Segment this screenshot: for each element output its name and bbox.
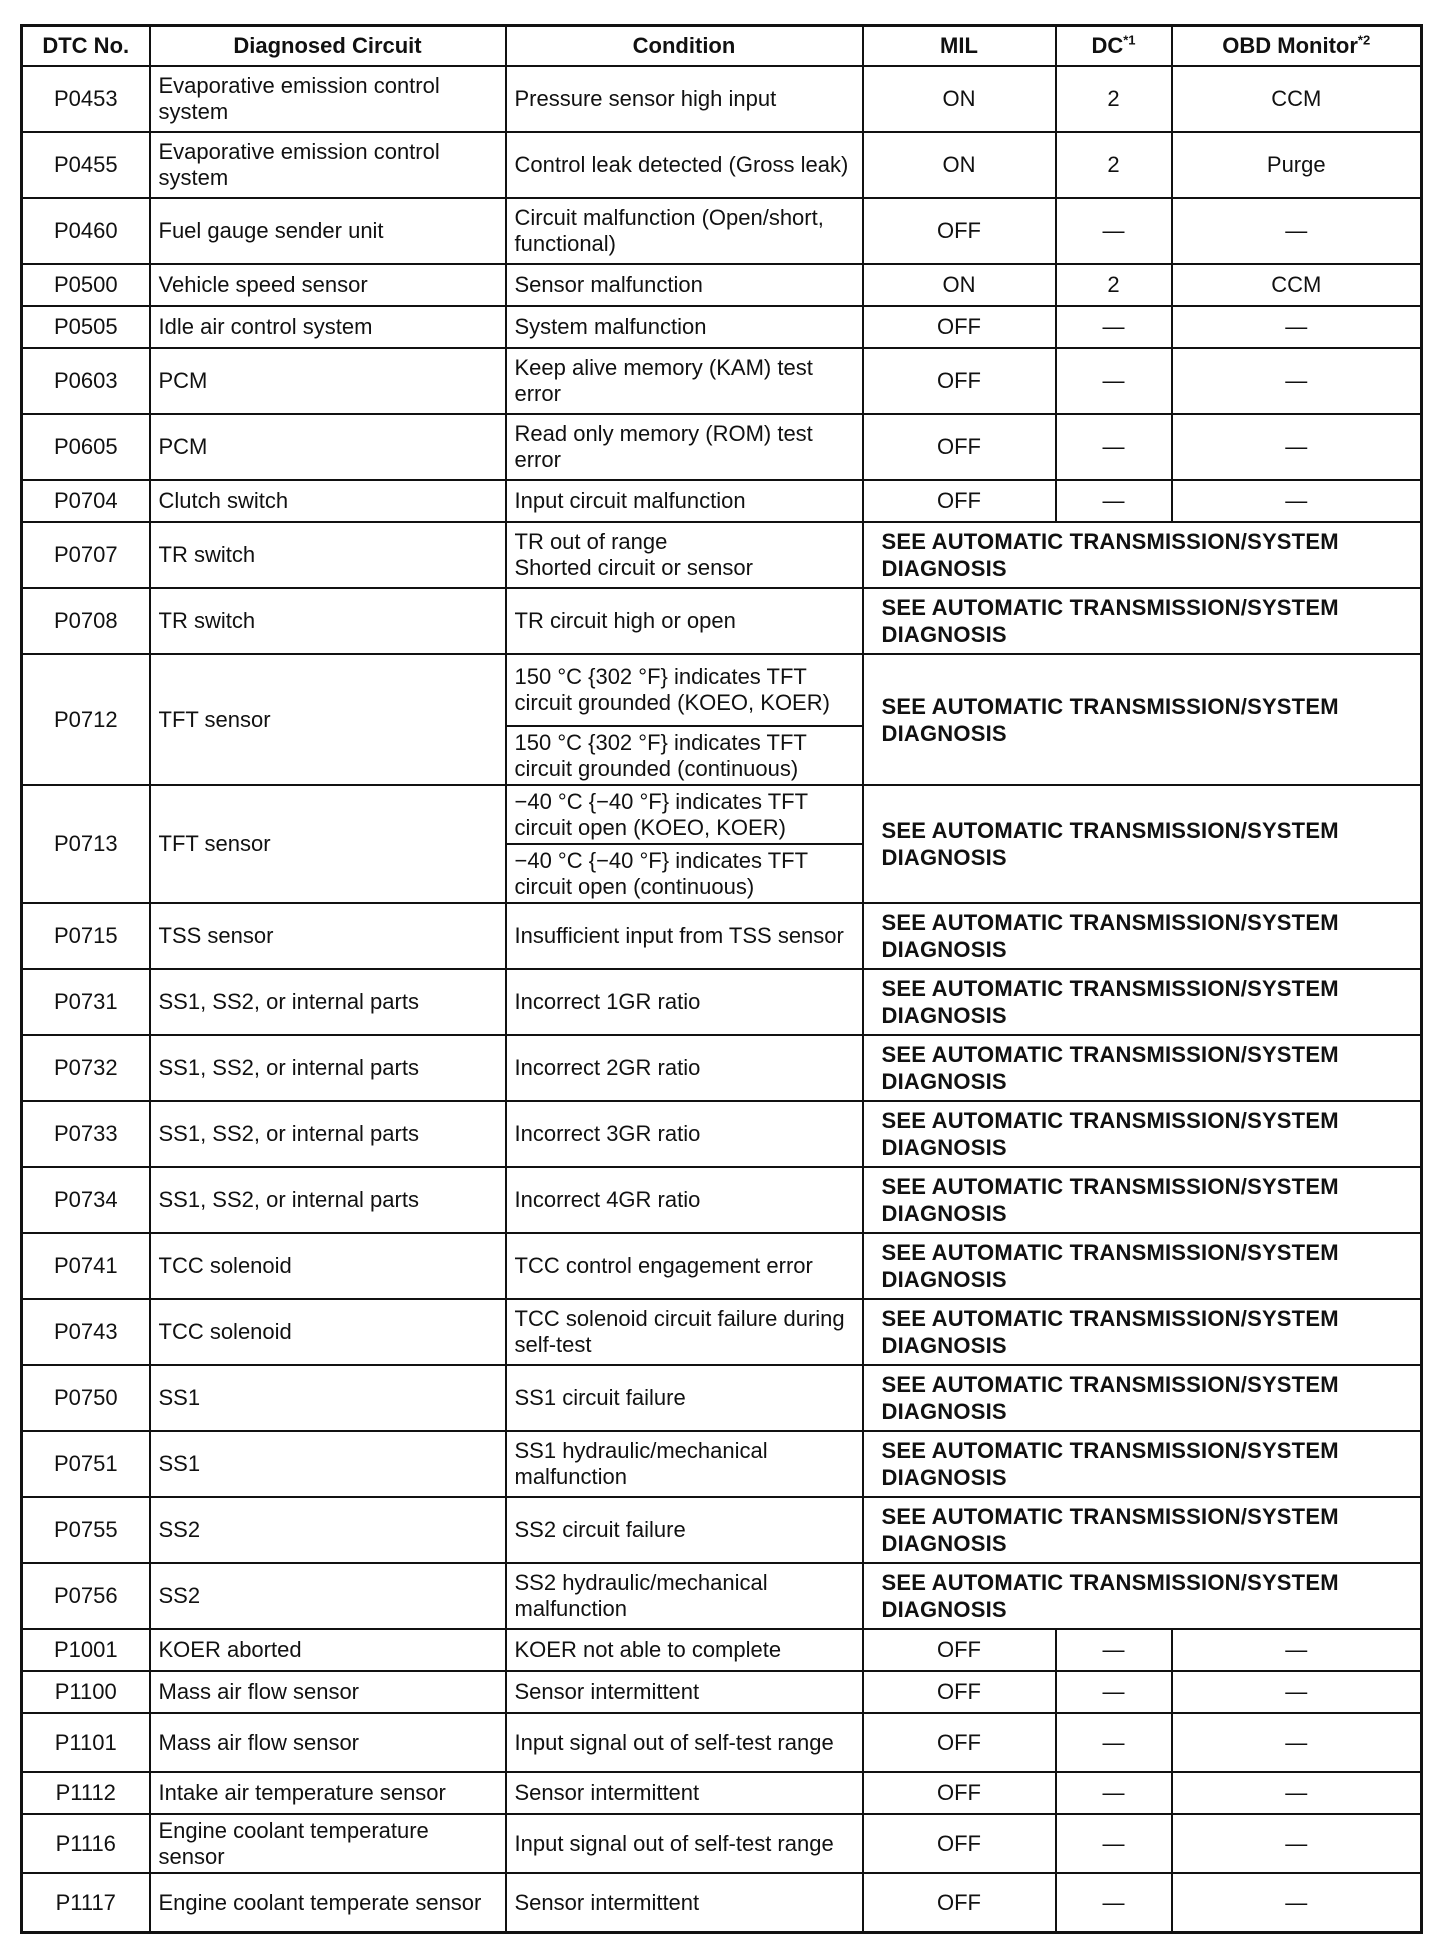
circuit-cell: TR switch xyxy=(150,522,506,588)
obd-cell: Purge xyxy=(1172,132,1422,198)
dtc-cell: P0704 xyxy=(22,480,150,522)
table-row xyxy=(22,1101,1422,1167)
dc-cell: — xyxy=(1056,1814,1172,1873)
obd-cell: CCM xyxy=(1172,66,1422,132)
dtc-cell: P0460 xyxy=(22,198,150,264)
circuit-cell: Evaporative emission control system xyxy=(150,132,506,198)
table-row xyxy=(22,1814,1422,1873)
table-row xyxy=(22,1365,1422,1431)
condition-cell: SS2 circuit failure xyxy=(506,1497,863,1563)
obd-cell: — xyxy=(1172,1873,1422,1933)
condition-cell: TCC control engagement error xyxy=(506,1233,863,1299)
dtc-cell: P1117 xyxy=(22,1873,150,1933)
table-row xyxy=(22,785,1422,844)
condition-cell: Sensor intermittent xyxy=(506,1671,863,1713)
obd-cell: — xyxy=(1172,198,1422,264)
mil-cell: OFF xyxy=(863,1629,1056,1671)
see-at-diagnosis-note: SEE AUTOMATIC TRANSMISSION/SYSTEM DIAGNOSIS xyxy=(863,1563,1422,1629)
condition-cell: Input signal out of self-test range xyxy=(506,1814,863,1873)
condition-cell: Insufficient input from TSS sensor xyxy=(506,903,863,969)
see-at-diagnosis-note: SEE AUTOMATIC TRANSMISSION/SYSTEM DIAGNOSIS xyxy=(863,785,1422,903)
circuit-cell: SS2 xyxy=(150,1497,506,1563)
circuit-cell: Mass air flow sensor xyxy=(150,1713,506,1772)
dtc-cell: P0751 xyxy=(22,1431,150,1497)
condition-cell: TCC solenoid circuit failure during self-test xyxy=(506,1299,863,1365)
circuit-cell: SS1 xyxy=(150,1431,506,1497)
see-at-diagnosis-note: SEE AUTOMATIC TRANSMISSION/SYSTEM DIAGNOSIS xyxy=(863,1035,1422,1101)
dtc-cell: P0505 xyxy=(22,306,150,348)
header-dc: DC$^{*1}$ xyxy=(1056,26,1172,67)
mil-cell: OFF xyxy=(863,1772,1056,1814)
dtc-table xyxy=(20,24,1423,1934)
circuit-cell: TSS sensor xyxy=(150,903,506,969)
circuit-cell: SS1 xyxy=(150,1365,506,1431)
dtc-cell: P0500 xyxy=(22,264,150,306)
see-at-diagnosis-note: SEE AUTOMATIC TRANSMISSION/SYSTEM DIAGNOSIS xyxy=(863,1431,1422,1497)
mil-cell: OFF xyxy=(863,1873,1056,1933)
table-row xyxy=(22,132,1422,198)
table-row xyxy=(22,588,1422,654)
see-at-diagnosis-note: SEE AUTOMATIC TRANSMISSION/SYSTEM DIAGNOSIS xyxy=(863,588,1422,654)
header-circuit: Diagnosed Circuit xyxy=(150,26,506,67)
condition-cell: Incorrect 3GR ratio xyxy=(506,1101,863,1167)
condition-cell: Input circuit malfunction xyxy=(506,480,863,522)
dtc-cell: P0713 xyxy=(22,785,150,903)
circuit-cell: PCM xyxy=(150,414,506,480)
dc-cell: — xyxy=(1056,348,1172,414)
dc-cell: — xyxy=(1056,1713,1172,1772)
header-row xyxy=(22,26,1422,67)
mil-cell: ON xyxy=(863,132,1056,198)
mil-cell: OFF xyxy=(863,198,1056,264)
circuit-cell: TCC solenoid xyxy=(150,1299,506,1365)
condition-cell: Sensor intermittent xyxy=(506,1772,863,1814)
condition-cell: Circuit malfunction (Open/short, functional) xyxy=(506,198,863,264)
circuit-cell: Evaporative emission control system xyxy=(150,66,506,132)
condition-cell: TR circuit high or open xyxy=(506,588,863,654)
condition-cell: Control leak detected (Gross leak) xyxy=(506,132,863,198)
dc-cell: — xyxy=(1056,306,1172,348)
condition-cell: −40 °C {−40 °F} indicates TFT circuit open (KOEO, KOER) xyxy=(506,785,863,844)
mil-cell: OFF xyxy=(863,414,1056,480)
see-at-diagnosis-note: SEE AUTOMATIC TRANSMISSION/SYSTEM DIAGNOSIS xyxy=(863,522,1422,588)
table-row xyxy=(22,1563,1422,1629)
table-row xyxy=(22,1713,1422,1772)
circuit-cell: Fuel gauge sender unit xyxy=(150,198,506,264)
dc-cell: — xyxy=(1056,1873,1172,1933)
footnote-marker: *1 xyxy=(1123,32,1136,48)
dtc-cell: P1100 xyxy=(22,1671,150,1713)
circuit-cell: SS2 xyxy=(150,1563,506,1629)
dtc-cell: P1001 xyxy=(22,1629,150,1671)
circuit-cell: SS1, SS2, or internal parts xyxy=(150,1167,506,1233)
table-row xyxy=(22,66,1422,132)
dtc-cell: P0715 xyxy=(22,903,150,969)
mil-cell: OFF xyxy=(863,1713,1056,1772)
see-at-diagnosis-note: SEE AUTOMATIC TRANSMISSION/SYSTEM DIAGNOSIS xyxy=(863,1233,1422,1299)
table-row xyxy=(22,1772,1422,1814)
dtc-cell: P0708 xyxy=(22,588,150,654)
dtc-cell: P0453 xyxy=(22,66,150,132)
mil-cell: OFF xyxy=(863,348,1056,414)
dtc-cell: P0743 xyxy=(22,1299,150,1365)
dc-cell: 2 xyxy=(1056,264,1172,306)
dc-cell: — xyxy=(1056,1772,1172,1814)
condition-cell: SS1 hydraulic/mechanical malfunction xyxy=(506,1431,863,1497)
mil-cell: OFF xyxy=(863,1814,1056,1873)
table-row xyxy=(22,1873,1422,1933)
table-row xyxy=(22,903,1422,969)
table-row xyxy=(22,969,1422,1035)
condition-cell: Read only memory (ROM) test error xyxy=(506,414,863,480)
dtc-cell: P1101 xyxy=(22,1713,150,1772)
header-dtc: DTC No. xyxy=(22,26,150,67)
obd-cell: — xyxy=(1172,1671,1422,1713)
condition-cell: Sensor intermittent xyxy=(506,1873,863,1933)
condition-cell: Input signal out of self-test range xyxy=(506,1713,863,1772)
mil-cell: ON xyxy=(863,66,1056,132)
dtc-table-sheet xyxy=(20,24,1420,1920)
dtc-cell: P1112 xyxy=(22,1772,150,1814)
see-at-diagnosis-note: SEE AUTOMATIC TRANSMISSION/SYSTEM DIAGNOSIS xyxy=(863,1299,1422,1365)
condition-cell: Incorrect 1GR ratio xyxy=(506,969,863,1035)
see-at-diagnosis-note: SEE AUTOMATIC TRANSMISSION/SYSTEM DIAGNOSIS xyxy=(863,1497,1422,1563)
dtc-cell: P0755 xyxy=(22,1497,150,1563)
obd-cell: — xyxy=(1172,414,1422,480)
circuit-cell: SS1, SS2, or internal parts xyxy=(150,1101,506,1167)
header-obd: OBD Monitor$^{*2}$ xyxy=(1172,26,1422,67)
circuit-cell: TR switch xyxy=(150,588,506,654)
circuit-cell: SS1, SS2, or internal parts xyxy=(150,1035,506,1101)
circuit-cell: TFT sensor xyxy=(150,654,506,785)
dtc-cell: P0733 xyxy=(22,1101,150,1167)
condition-cell: SS1 circuit failure xyxy=(506,1365,863,1431)
dc-cell: — xyxy=(1056,1629,1172,1671)
condition-cell: TR out of range Shorted circuit or sensor xyxy=(506,522,863,588)
condition-cell: Sensor malfunction xyxy=(506,264,863,306)
table-row xyxy=(22,1233,1422,1299)
dtc-cell: P0756 xyxy=(22,1563,150,1629)
dtc-cell: P0731 xyxy=(22,969,150,1035)
circuit-cell: PCM xyxy=(150,348,506,414)
mil-cell: OFF xyxy=(863,1671,1056,1713)
table-row xyxy=(22,198,1422,264)
mil-cell: ON xyxy=(863,264,1056,306)
obd-cell: — xyxy=(1172,1629,1422,1671)
dtc-cell: P0455 xyxy=(22,132,150,198)
condition-cell: Keep alive memory (KAM) test error xyxy=(506,348,863,414)
table-row xyxy=(22,1629,1422,1671)
see-at-diagnosis-note: SEE AUTOMATIC TRANSMISSION/SYSTEM DIAGNOSIS xyxy=(863,969,1422,1035)
dtc-cell: P0732 xyxy=(22,1035,150,1101)
table-row xyxy=(22,522,1422,588)
dtc-cell: P0741 xyxy=(22,1233,150,1299)
see-at-diagnosis-note: SEE AUTOMATIC TRANSMISSION/SYSTEM DIAGNOSIS xyxy=(863,1101,1422,1167)
dtc-cell: P0712 xyxy=(22,654,150,785)
circuit-cell: SS1, SS2, or internal parts xyxy=(150,969,506,1035)
condition-cell: 150 °C {302 °F} indicates TFT circuit grounded (continuous) xyxy=(506,726,863,785)
dtc-cell: P0750 xyxy=(22,1365,150,1431)
dtc-cell: P0603 xyxy=(22,348,150,414)
header-mil: MIL xyxy=(863,26,1056,67)
footnote-marker: *2 xyxy=(1357,32,1371,48)
condition-cell: −40 °C {−40 °F} indicates TFT circuit open (continuous) xyxy=(506,844,863,903)
condition-cell: Pressure sensor high input xyxy=(506,66,863,132)
condition-cell: Incorrect 2GR ratio xyxy=(506,1035,863,1101)
dtc-cell: P1116 xyxy=(22,1814,150,1873)
circuit-cell: Idle air control system xyxy=(150,306,506,348)
dc-cell: — xyxy=(1056,198,1172,264)
dtc-cell: P0734 xyxy=(22,1167,150,1233)
see-at-diagnosis-note: SEE AUTOMATIC TRANSMISSION/SYSTEM DIAGNOSIS xyxy=(863,1365,1422,1431)
dc-cell: — xyxy=(1056,414,1172,480)
see-at-diagnosis-note: SEE AUTOMATIC TRANSMISSION/SYSTEM DIAGNOSIS xyxy=(863,903,1422,969)
circuit-cell: Intake air temperature sensor xyxy=(150,1772,506,1814)
table-row xyxy=(22,1167,1422,1233)
circuit-cell: Mass air flow sensor xyxy=(150,1671,506,1713)
dc-cell: — xyxy=(1056,1671,1172,1713)
obd-cell: — xyxy=(1172,480,1422,522)
obd-cell: — xyxy=(1172,306,1422,348)
dc-cell: 2 xyxy=(1056,132,1172,198)
condition-cell: System malfunction xyxy=(506,306,863,348)
condition-cell: 150 °C {302 °F} indicates TFT circuit grounded (KOEO, KOER) xyxy=(506,654,863,726)
circuit-cell: Clutch switch xyxy=(150,480,506,522)
obd-cell: — xyxy=(1172,1814,1422,1873)
table-row xyxy=(22,1497,1422,1563)
dc-cell: — xyxy=(1056,480,1172,522)
circuit-cell: Engine coolant temperature sensor xyxy=(150,1814,506,1873)
circuit-cell: TCC solenoid xyxy=(150,1233,506,1299)
table-row xyxy=(22,1299,1422,1365)
dtc-cell: P0707 xyxy=(22,522,150,588)
mil-cell: OFF xyxy=(863,306,1056,348)
condition-cell: SS2 hydraulic/mechanical malfunction xyxy=(506,1563,863,1629)
circuit-cell: Vehicle speed sensor xyxy=(150,264,506,306)
see-at-diagnosis-note: SEE AUTOMATIC TRANSMISSION/SYSTEM DIAGNOSIS xyxy=(863,654,1422,785)
obd-cell: CCM xyxy=(1172,264,1422,306)
table-row xyxy=(22,348,1422,414)
mil-cell: OFF xyxy=(863,480,1056,522)
table-row xyxy=(22,654,1422,726)
table-row xyxy=(22,1035,1422,1101)
circuit-cell: TFT sensor xyxy=(150,785,506,903)
table-row xyxy=(22,414,1422,480)
circuit-cell: Engine coolant temperate sensor xyxy=(150,1873,506,1933)
condition-cell: Incorrect 4GR ratio xyxy=(506,1167,863,1233)
circuit-cell: KOER aborted xyxy=(150,1629,506,1671)
header-condition: Condition xyxy=(506,26,863,67)
table-row xyxy=(22,1431,1422,1497)
obd-cell: — xyxy=(1172,1772,1422,1814)
condition-cell: KOER not able to complete xyxy=(506,1629,863,1671)
obd-cell: — xyxy=(1172,1713,1422,1772)
table-row xyxy=(22,264,1422,306)
table-row xyxy=(22,480,1422,522)
dc-cell: 2 xyxy=(1056,66,1172,132)
table-row xyxy=(22,306,1422,348)
table-row xyxy=(22,1671,1422,1713)
see-at-diagnosis-note: SEE AUTOMATIC TRANSMISSION/SYSTEM DIAGNOSIS xyxy=(863,1167,1422,1233)
obd-cell: — xyxy=(1172,348,1422,414)
dtc-cell: P0605 xyxy=(22,414,150,480)
